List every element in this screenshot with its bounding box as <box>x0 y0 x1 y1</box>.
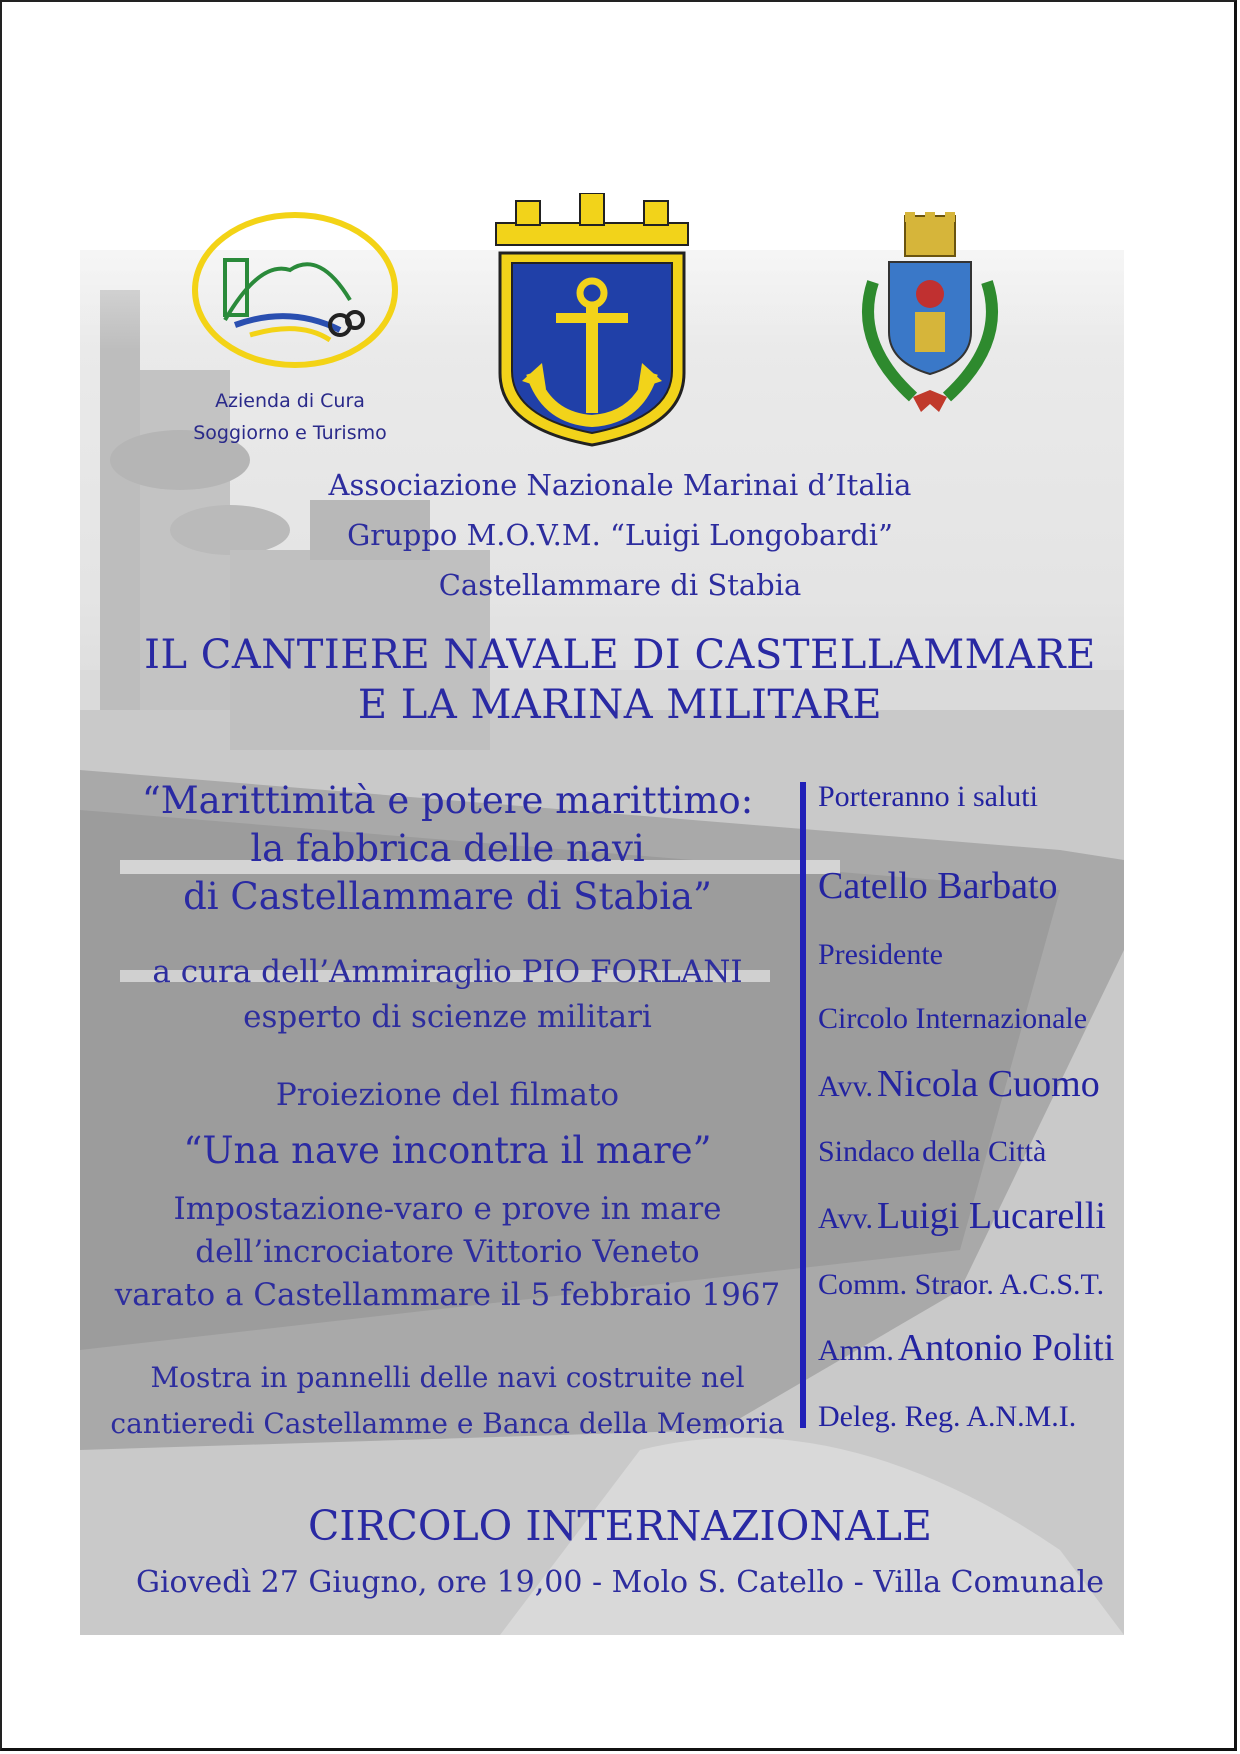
event-date-location: Giovedì 27 Giugno, ore 19,00 - Molo S. Catello - Villa Comunale <box>135 1565 1104 1600</box>
film-desc-line1: Impostazione-varo e prove in mare <box>173 1191 722 1227</box>
film-desc-line2: dell’incrociatore Vittorio Veneto <box>195 1234 700 1270</box>
column-divider <box>800 782 806 1428</box>
org-line2: Gruppo M.O.V.M. “Luigi Longobardi” <box>347 518 893 552</box>
speaker-3-name <box>818 1194 1138 1238</box>
speaker-4-surname: Antonio Politi <box>897 1327 1115 1369</box>
speaker-2-surname: Nicola Cuomo <box>877 1063 1100 1105</box>
talk-quote-line1: “Marittimità e potere marittimo: <box>141 779 754 822</box>
film-title: “Una nave incontra il mare” <box>183 1129 712 1172</box>
speaker-2-role: Sindaco della Città <box>818 1135 1047 1168</box>
organization-header <box>0 460 1240 610</box>
tourism-agency-logo <box>190 210 400 380</box>
speaker-2-name <box>818 1062 1138 1106</box>
curator-line2: esperto di scienze militari <box>243 999 652 1035</box>
speaker-4-name <box>818 1326 1138 1370</box>
coat-of-arms-icon <box>853 212 1007 414</box>
org-line1: Associazione Nazionale Marinai d’Italia <box>328 468 912 502</box>
speaker-1-role-line2: Circolo Internazionale <box>818 1002 1088 1035</box>
speaker-4-prefix: Amm. <box>818 1334 894 1367</box>
talk-quote-line3: di Castellammare di Stabia” <box>183 875 712 918</box>
speaker-2-prefix: Avv. <box>818 1070 873 1103</box>
speaker-3-prefix: Avv. <box>818 1202 873 1235</box>
talk-curator <box>80 950 815 1040</box>
curator-line1: a cura dell’Ammiraglio PIO FORLANI <box>152 954 743 990</box>
org-line3: Castellammare di Stabia <box>438 568 802 602</box>
talk-quote-line2: la fabbrica delle navi <box>250 827 645 870</box>
greetings-heading: Porteranno i saluti <box>818 780 1038 813</box>
speaker-1-role-line1: Presidente <box>818 938 943 971</box>
speaker-1-name: Catello Barbato <box>818 865 1058 907</box>
film-intro: Proiezione del filmato <box>275 1077 620 1113</box>
exhibit-line2: cantieredi Castellamme e Banca della Memoria <box>110 1407 785 1440</box>
speaker-3-role: Comm. Straor. A.C.S.T. <box>818 1268 1105 1301</box>
speaker-4-role: Deleg. Reg. A.N.M.I. <box>818 1400 1077 1433</box>
title-line2: E LA MARINA MILITARE <box>357 682 883 728</box>
speaker-3-surname: Luigi Lucarelli <box>877 1195 1106 1237</box>
title-line1: IL CANTIERE NAVALE DI CASTELLAMMARE <box>144 632 1096 678</box>
exhibit-line1: Mostra in pannelli delle navi costruite nel <box>150 1361 745 1394</box>
film-description <box>80 1188 815 1317</box>
anchor-shield-icon <box>486 193 698 449</box>
exhibit-note <box>80 1355 815 1447</box>
venue-name: CIRCOLO INTERNAZIONALE <box>308 1502 932 1550</box>
tourism-agency-caption <box>180 385 400 449</box>
tourism-caption-line2: Soggiorno e Turismo <box>193 422 387 444</box>
event-title <box>0 630 1240 730</box>
talk-title <box>80 777 815 921</box>
anmi-anchor-shield <box>486 193 698 449</box>
city-coat-of-arms <box>853 212 1007 414</box>
tourism-logo-icon <box>190 210 400 380</box>
film-desc-line3: varato a Castellammare il 5 febbraio 1967 <box>114 1277 781 1313</box>
tourism-caption-line1: Azienda di Cura <box>215 390 365 412</box>
